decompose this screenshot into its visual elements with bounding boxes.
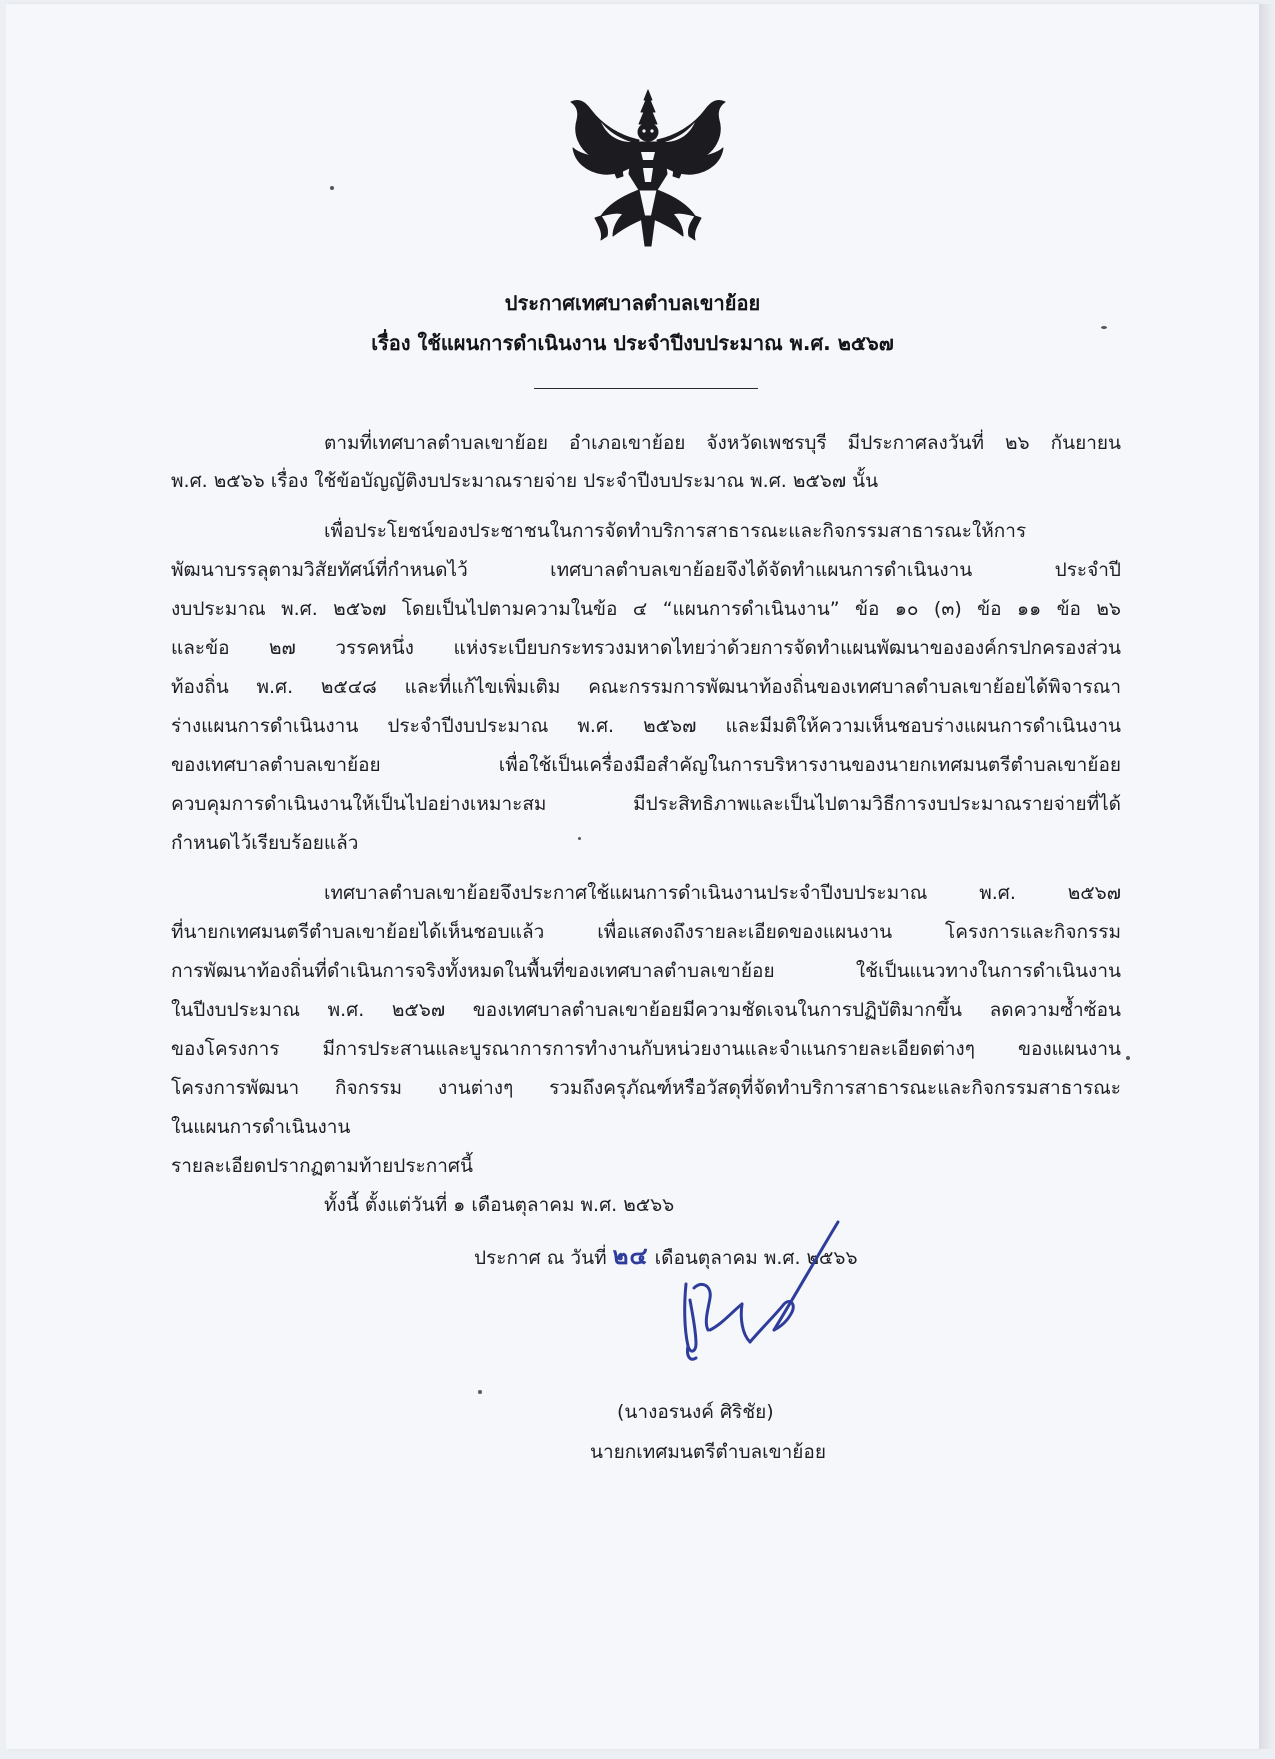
paragraph-3-line: ของโครงการ มีการประสานและบูรณาการการทำงานกับหน่วยงานและจำแนกรายละเอียดต่างๆ ของแผนงาน	[171, 1038, 1121, 1060]
handwritten-day: ๒๔	[612, 1244, 649, 1270]
paragraph-3-line: การพัฒนาท้องถิ่นที่ดำเนินการจริงทั้งหมดในพื้นที่ของเทศบาลตำบลเขาย้อย ใช้เป็นแนวทางในการดำเนินงาน	[171, 960, 1121, 982]
announcement-date-prefix: ประกาศ ณ วันที่	[474, 1247, 607, 1269]
scan-speck	[1101, 326, 1107, 329]
paragraph-2-line: กำหนดไว้เรียบร้อยแล้ว	[171, 832, 359, 854]
effective-date: ทั้งนี้ ตั้งแต่วันที่ ๑ เดือนตุลาคม พ.ศ. ๒๕๖๖	[324, 1194, 675, 1216]
scan-speck	[578, 837, 581, 840]
details-note: รายละเอียดปรากฏตามท้ายประกาศนี้	[171, 1155, 473, 1177]
scan-speck	[330, 186, 334, 190]
handwritten-signature-icon	[666, 1212, 856, 1394]
garuda-emblem-icon	[561, 86, 736, 251]
page-edge	[1259, 4, 1275, 1749]
title-divider	[534, 388, 758, 389]
paragraph-2-line: เพื่อประโยชน์ของประชาชนในการจัดทำบริการสาธารณะและกิจกรรมสาธารณะให้การ	[324, 520, 1027, 542]
announcement-date-suffix: เดือนตุลาคม พ.ศ. ๒๕๖๖	[654, 1247, 858, 1269]
paragraph-2-line: ร่างแผนการดำเนินงาน ประจำปีงบประมาณ พ.ศ. ๒๕๖๗ และมีมติให้ความเห็นชอบร่างแผนการดำเนินงาน	[171, 715, 1121, 737]
paragraph-2-line: ควบคุมการดำเนินงานให้เป็นไปอย่างเหมาะสม มีประสิทธิภาพและเป็นไปตามวิธีการงบประมาณรายจ่ายที่ได้	[171, 793, 1121, 815]
announcement-title: ประกาศเทศบาลตำบลเขาย้อย	[504, 291, 761, 315]
scan-speck	[478, 1390, 482, 1394]
paragraph-3-line: ที่นายกเทศมนตรีตำบลเขาย้อยได้เห็นชอบแล้ว เพื่อแสดงถึงรายละเอียดของแผนงาน โครงการและกิจกรรม	[171, 921, 1121, 943]
paragraph-2-line: ของเทศบาลตำบลเขาย้อย เพื่อใช้เป็นเครื่องมือสำคัญในการบริหารงานของนายกเทศมนตรีตำบลเขาย้อย	[171, 754, 1121, 776]
scan-speck	[1126, 1056, 1130, 1060]
paragraph-3-line: ในแผนการดำเนินงาน	[171, 1116, 351, 1138]
paragraph-2-line: ท้องถิ่น พ.ศ. ๒๕๔๘ และที่แก้ไขเพิ่มเติม คณะกรรมการพัฒนาท้องถิ่นของเทศบาลตำบลเขาย้อยได้พิจารณา	[171, 676, 1121, 698]
paragraph-2-line: และข้อ ๒๗ วรรคหนึ่ง แห่งระเบียบกระทรวงมหาดไทยว่าด้วยการจัดทำแผนพัฒนาขององค์กรปกครองส่วน	[171, 637, 1121, 659]
document-page	[6, 4, 1259, 1749]
paragraph-3-line: เทศบาลตำบลเขาย้อยจึงประกาศใช้แผนการดำเนินงานประจำปีงบประมาณ พ.ศ. ๒๕๖๗	[324, 882, 1121, 904]
paragraph-1-line: ตามที่เทศบาลตำบลเขาย้อย อำเภอเขาย้อย จังหวัดเพชรบุรี มีประกาศลงวันที่ ๒๖ กันยายน	[324, 432, 1121, 454]
signatory-position: นายกเทศมนตรีตำบลเขาย้อย	[590, 1441, 826, 1463]
paragraph-2-line: พัฒนาบรรลุตามวิสัยทัศน์ที่กำหนดไว้ เทศบาลตำบลเขาย้อยจึงได้จัดทำแผนการดำเนินงาน ประจำปี	[171, 559, 1121, 581]
announcement-subject: เรื่อง ใช้แผนการดำเนินงาน ประจำปีงบประมาณ พ.ศ. ๒๕๖๗	[371, 331, 894, 355]
paragraph-1-line: พ.ศ. ๒๕๖๖ เรื่อง ใช้ข้อบัญญัติงบประมาณรายจ่าย ประจำปีงบประมาณ พ.ศ. ๒๕๖๗ นั้น	[171, 470, 879, 492]
paragraph-2-line: งบประมาณ พ.ศ. ๒๕๖๗ โดยเป็นไปตามความในข้อ ๔ “แผนการดำเนินงาน” ข้อ ๑๐ (๓) ข้อ ๑๑ ข้อ ๒๖	[171, 598, 1121, 620]
paragraph-3-line: ในปีงบประมาณ พ.ศ. ๒๕๖๗ ของเทศบาลตำบลเขาย้อยมีความชัดเจนในการปฏิบัติมากขึ้น ลดความซ้ำซ้อน	[171, 999, 1121, 1021]
signatory-name: (นางอรนงค์ ศิริชัย)	[617, 1401, 774, 1423]
paragraph-3-line: โครงการพัฒนา กิจกรรม งานต่างๆ รวมถึงครุภัณฑ์หรือวัสดุที่จัดทำบริการสาธารณะและกิจกรรมสาธารณะ	[171, 1077, 1121, 1099]
